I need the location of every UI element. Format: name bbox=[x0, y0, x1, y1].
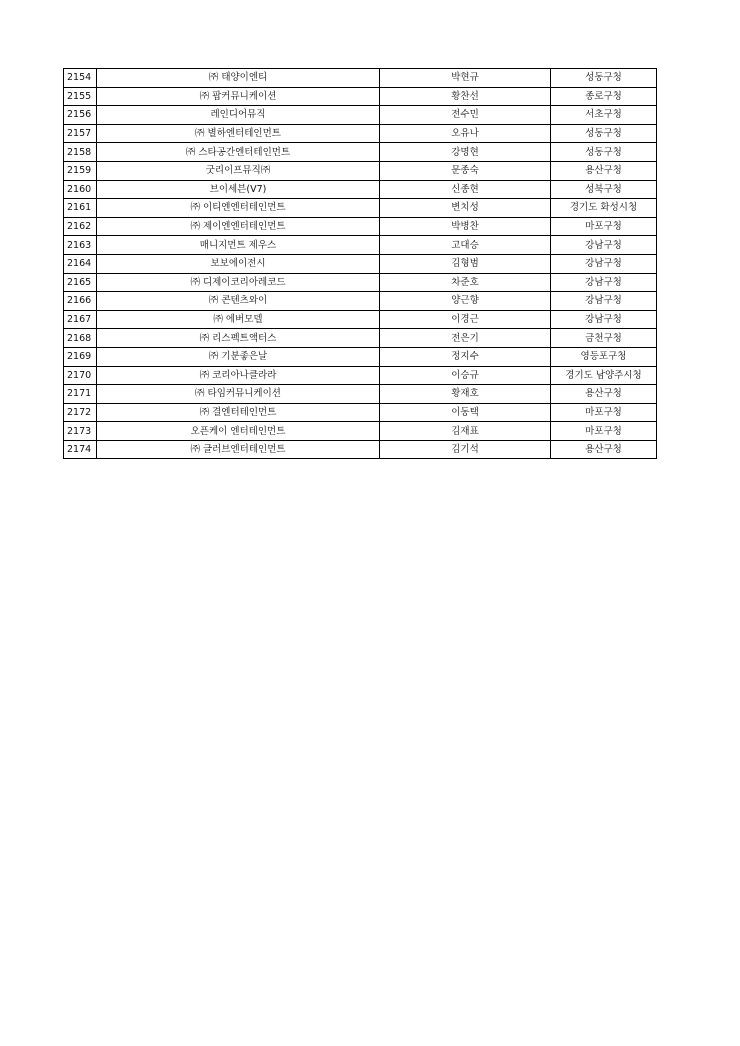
registration-office: 강남구청 bbox=[551, 254, 657, 273]
row-number: 2159 bbox=[64, 161, 97, 180]
representative-name: 양근향 bbox=[380, 292, 551, 311]
row-number: 2168 bbox=[64, 329, 97, 348]
table-row bbox=[64, 236, 657, 255]
row-number: 2172 bbox=[64, 403, 97, 422]
table-row bbox=[64, 422, 657, 441]
table-row bbox=[64, 106, 657, 125]
representative-name: 강명현 bbox=[380, 143, 551, 162]
registry-table bbox=[63, 68, 657, 459]
company-name: 오픈케이 엔터테인먼트 bbox=[97, 422, 380, 441]
representative-name: 정지수 bbox=[380, 347, 551, 366]
table-row bbox=[64, 254, 657, 273]
representative-name: 박현규 bbox=[380, 69, 551, 88]
representative-name: 이경근 bbox=[380, 310, 551, 329]
table-row bbox=[64, 292, 657, 311]
registration-office: 용산구청 bbox=[551, 440, 657, 459]
row-number: 2160 bbox=[64, 180, 97, 199]
registration-office: 성북구청 bbox=[551, 180, 657, 199]
representative-name: 박병찬 bbox=[380, 217, 551, 236]
registration-office: 강남구청 bbox=[551, 236, 657, 255]
table-row bbox=[64, 440, 657, 459]
table-row bbox=[64, 366, 657, 385]
table-row bbox=[64, 199, 657, 218]
company-name: ㈜ 별하엔터테인먼트 bbox=[97, 124, 380, 143]
row-number: 2167 bbox=[64, 310, 97, 329]
row-number: 2155 bbox=[64, 87, 97, 106]
registration-office: 강남구청 bbox=[551, 292, 657, 311]
company-name: ㈜ 글러브엔터테인먼트 bbox=[97, 440, 380, 459]
table-row bbox=[64, 347, 657, 366]
representative-name: 김재표 bbox=[380, 422, 551, 441]
table-row bbox=[64, 161, 657, 180]
registration-office: 경기도 화성시청 bbox=[551, 199, 657, 218]
representative-name: 이동택 bbox=[380, 403, 551, 422]
table-row bbox=[64, 310, 657, 329]
company-name: ㈜ 팝커뮤니케이션 bbox=[97, 87, 380, 106]
company-name: 매니지먼트 제우스 bbox=[97, 236, 380, 255]
row-number: 2169 bbox=[64, 347, 97, 366]
row-number: 2158 bbox=[64, 143, 97, 162]
company-name: ㈜ 태양이엔티 bbox=[97, 69, 380, 88]
company-name: ㈜ 스타공간엔터테인먼트 bbox=[97, 143, 380, 162]
row-number: 2165 bbox=[64, 273, 97, 292]
table-row bbox=[64, 124, 657, 143]
registration-office: 용산구청 bbox=[551, 385, 657, 404]
registration-office: 강남구청 bbox=[551, 273, 657, 292]
representative-name: 김형범 bbox=[380, 254, 551, 273]
row-number: 2157 bbox=[64, 124, 97, 143]
registration-office: 용산구청 bbox=[551, 161, 657, 180]
table-row bbox=[64, 385, 657, 404]
row-number: 2173 bbox=[64, 422, 97, 441]
company-name: 브이세븐(V7) bbox=[97, 180, 380, 199]
row-number: 2161 bbox=[64, 199, 97, 218]
row-number: 2166 bbox=[64, 292, 97, 311]
representative-name: 문종숙 bbox=[380, 161, 551, 180]
representative-name: 고대승 bbox=[380, 236, 551, 255]
representative-name: 전수민 bbox=[380, 106, 551, 125]
registration-office: 마포구청 bbox=[551, 422, 657, 441]
company-name: 보보에이전시 bbox=[97, 254, 380, 273]
registration-office: 서초구청 bbox=[551, 106, 657, 125]
company-name: ㈜ 콘텐츠와이 bbox=[97, 292, 380, 311]
company-name: ㈜ 기분좋은날 bbox=[97, 347, 380, 366]
registration-office: 성동구청 bbox=[551, 143, 657, 162]
company-name: ㈜ 이티엔엔터테인먼트 bbox=[97, 199, 380, 218]
representative-name: 황찬선 bbox=[380, 87, 551, 106]
row-number: 2156 bbox=[64, 106, 97, 125]
table-row bbox=[64, 87, 657, 106]
registration-office: 강남구청 bbox=[551, 310, 657, 329]
table-row bbox=[64, 329, 657, 348]
table-row bbox=[64, 180, 657, 199]
row-number: 2154 bbox=[64, 69, 97, 88]
registration-office: 마포구청 bbox=[551, 217, 657, 236]
company-name: ㈜ 제이엔엔터테인먼트 bbox=[97, 217, 380, 236]
table-row bbox=[64, 217, 657, 236]
table-row bbox=[64, 273, 657, 292]
company-name: ㈜ 결엔터테인먼트 bbox=[97, 403, 380, 422]
registration-office: 금천구청 bbox=[551, 329, 657, 348]
registration-office: 종로구청 bbox=[551, 87, 657, 106]
registration-office: 성동구청 bbox=[551, 124, 657, 143]
representative-name: 황재호 bbox=[380, 385, 551, 404]
representative-name: 차준호 bbox=[380, 273, 551, 292]
representative-name: 변치성 bbox=[380, 199, 551, 218]
company-name: ㈜ 코리아나클라라 bbox=[97, 366, 380, 385]
table-row bbox=[64, 69, 657, 88]
representative-name: 전은기 bbox=[380, 329, 551, 348]
row-number: 2171 bbox=[64, 385, 97, 404]
row-number: 2174 bbox=[64, 440, 97, 459]
registration-office: 영등포구청 bbox=[551, 347, 657, 366]
row-number: 2163 bbox=[64, 236, 97, 255]
company-name: ㈜ 디제이코리아레코드 bbox=[97, 273, 380, 292]
row-number: 2162 bbox=[64, 217, 97, 236]
registration-office: 성동구청 bbox=[551, 69, 657, 88]
representative-name: 김기석 bbox=[380, 440, 551, 459]
registration-office: 경기도 남양주시청 bbox=[551, 366, 657, 385]
representative-name: 오유나 bbox=[380, 124, 551, 143]
row-number: 2164 bbox=[64, 254, 97, 273]
representative-name: 신종현 bbox=[380, 180, 551, 199]
company-name: 레인디어뮤직 bbox=[97, 106, 380, 125]
company-name: ㈜ 리스펙트액터스 bbox=[97, 329, 380, 348]
company-name: 굿리이프뮤직㈜ bbox=[97, 161, 380, 180]
table-row bbox=[64, 403, 657, 422]
table-row bbox=[64, 143, 657, 162]
company-name: ㈜ 타임커뮤니케이션 bbox=[97, 385, 380, 404]
company-name: ㈜ 에버모델 bbox=[97, 310, 380, 329]
registration-office: 마포구청 bbox=[551, 403, 657, 422]
representative-name: 이승규 bbox=[380, 366, 551, 385]
row-number: 2170 bbox=[64, 366, 97, 385]
